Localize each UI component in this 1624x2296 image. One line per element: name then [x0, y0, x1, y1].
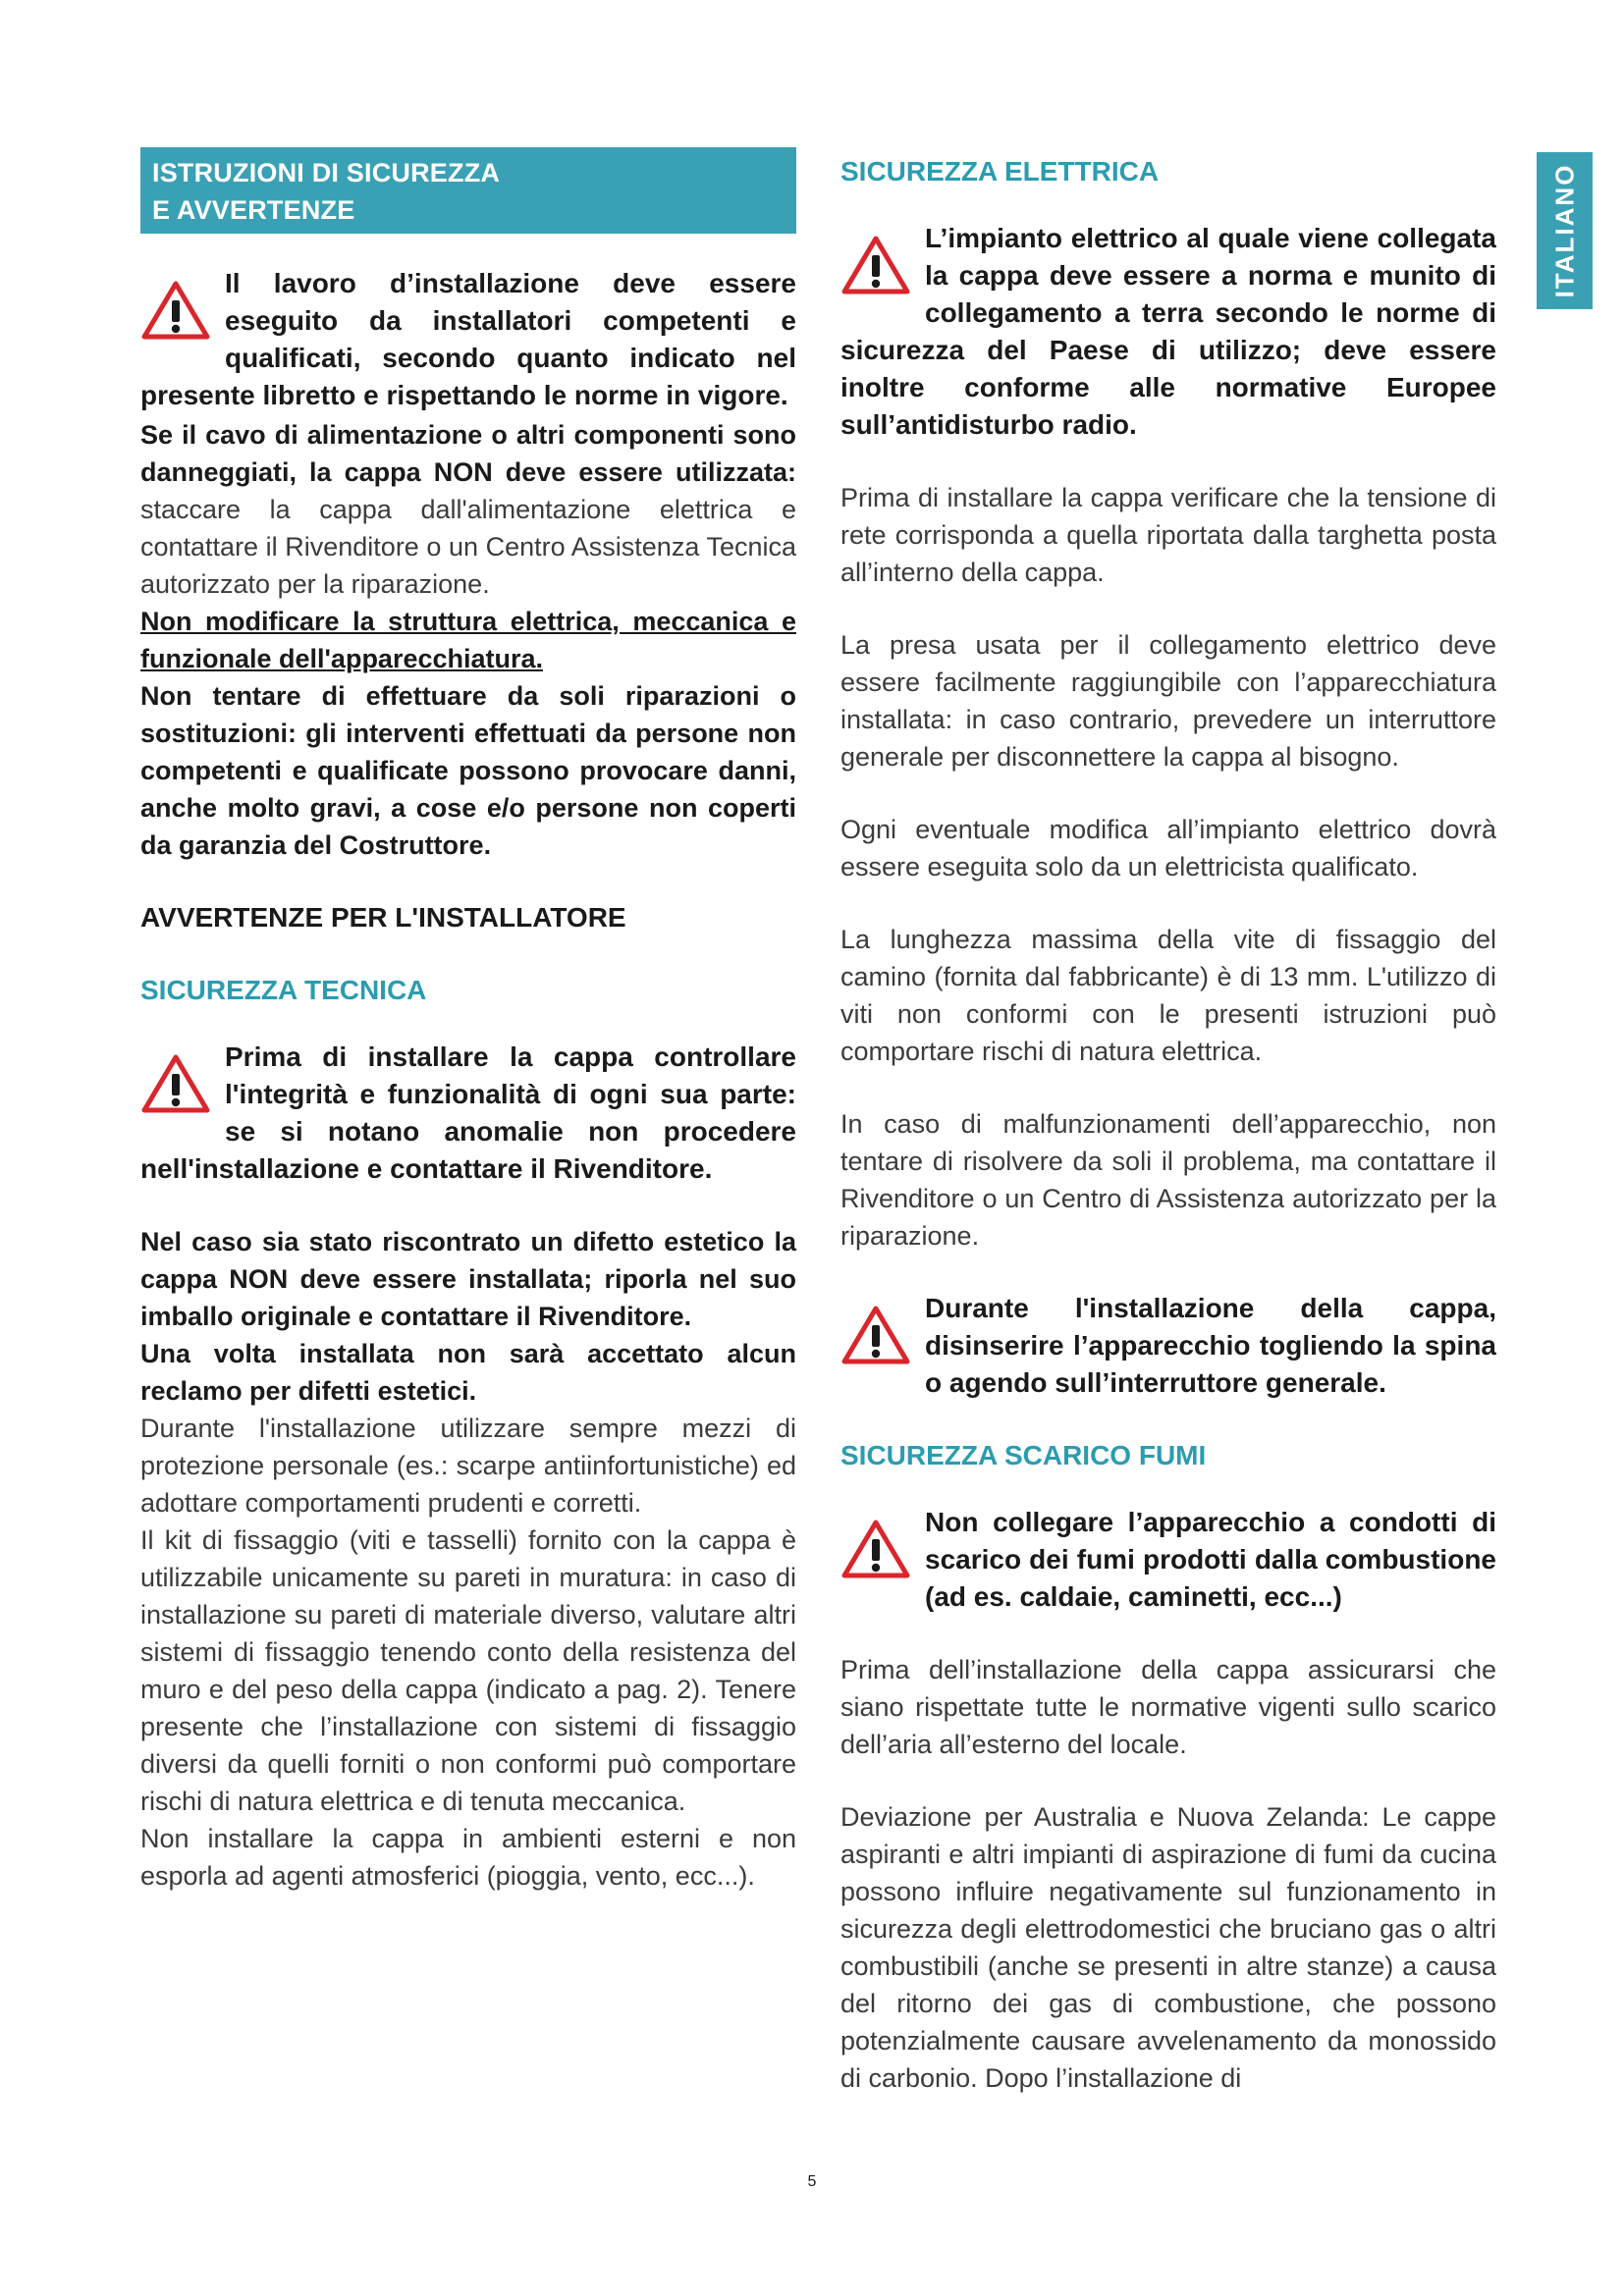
- socket-paragraph: La presa usata per il collegamento elettrico deve essere facilmente raggiungibile con l’apparecchiatura installata: in caso contrario, prevedere un interruttore generale per disconnettere la cappa al bisogno.: [840, 630, 1496, 772]
- warning-triangle-icon: [840, 1518, 911, 1580]
- aesthetic-defect-paragraph: Nel caso sia stato riscontrato un difetto estetico la cappa NON deve essere installata; riporla nel suo imballo originale e contattare il Rivenditore.: [140, 1227, 796, 1331]
- warning-installation: [140, 265, 796, 414]
- banner-line-1: ISTRUZIONI DI SICUREZZA: [152, 158, 501, 187]
- no-modify-paragraph: Non modificare la struttura elettrica, meccanica e funzionale dell'apparecchiatura.: [140, 607, 796, 673]
- warning-integrity: [140, 1039, 796, 1188]
- outdoor-paragraph: Non installare la cappa in ambienti esterni e non esporla ad agenti atmosferici (pioggia, vento, ecc...).: [140, 1824, 796, 1891]
- fumes-safety-heading: SICUREZZA SCARICO FUMI: [840, 1440, 1207, 1470]
- page-number: 5: [807, 2173, 817, 2190]
- language-tab-label: ITALIANO: [1549, 163, 1579, 298]
- installer-heading: AVVERTENZE PER L'INSTALLATORE: [140, 902, 626, 933]
- warning-disconnect-text: Durante l'installazione della cappa, disinserire l’apparecchio togliendo la spina o agendo sull’interruttore generale.: [925, 1293, 1496, 1398]
- right-column: [840, 147, 1496, 2097]
- no-repair-paragraph: Non tentare di effettuare da soli riparazioni o sostituzioni: gli interventi effettuati da persone non competenti e qualificate possono provocare danni, anche molto gravi, a cose e/o persone non coperti da garanzia del Costruttore.: [140, 681, 796, 860]
- damaged-cable-paragraph: [140, 416, 796, 603]
- damaged-cable-bold: Se il cavo di alimentazione o altri componenti sono danneggiati, la cappa NON deve essere utilizzata:: [140, 420, 796, 487]
- warning-integrity-text: Prima di installare la cappa controllare l'integrità e funzionalità di ogni sua parte: se si notano anomalie non procedere nell'installazione e contattare il Rivenditore.: [140, 1041, 796, 1184]
- warning-fumes-text: Non collegare l’apparecchio a condotti di scarico dei fumi prodotti dalla combustione (ad es. caldaie, caminetti, ecc...): [925, 1507, 1496, 1612]
- left-column: [140, 147, 796, 1895]
- warning-triangle-icon: [140, 1052, 211, 1115]
- warning-electrical: [840, 220, 1496, 444]
- warning-electrical-text: L’impianto elettrico al quale viene collegata la cappa deve essere a norma e munito di collegamento a terra secondo le norme di sicurezza del Paese di utilizzo; deve essere inoltre conforme alle normative Europee sull’antidisturbo radio.: [840, 223, 1496, 440]
- warning-triangle-icon: [840, 1304, 911, 1366]
- australia-paragraph: Deviazione per Australia e Nuova Zelanda: Le cappe aspiranti e altri impianti di aspirazione di fumi da cucina possono influire negativamente sul funzionamento in sicurezza degli elettrodomestici che bruciano gas o altri combustibili (anche se presenti in altre stanze) a causa del ritorno dei gas di combustione, che possono potenzialmente causare avvelenamento da monossido di carbonio. Dopo l’installazione di: [840, 1802, 1496, 2093]
- warning-installation-text: Il lavoro d’installazione deve essere eseguito da installatori competenti e qualificati, secondo quanto indicato nel presente libretto e rispettando le norme in vigore.: [140, 268, 796, 410]
- fixing-kit-paragraph: Il kit di fissaggio (viti e tasselli) fornito con la cappa è utilizzabile unicamente su pareti in muratura: in caso di installazione su pareti di materiale diverso, valutare altri sistemi di fissaggio tenendo conto della resistenza del muro e del peso della cappa (indicato a pag. 2). Tenere presente che l’installazione con sistemi di fissaggio diversi da quelli forniti o non conformi può comportare rischi di natura elettrica e di tenuta meccanica.: [140, 1525, 796, 1816]
- electrician-paragraph: Ogni eventuale modifica all’impianto elettrico dovrà essere eseguita solo da un elettricista qualificato.: [840, 815, 1496, 881]
- air-discharge-paragraph: Prima dell’installazione della cappa assicurarsi che siano rispettate tutte le normative vigenti sullo scarico dell’aria all’esterno del locale.: [840, 1655, 1496, 1759]
- warning-triangle-icon: [140, 279, 211, 342]
- voltage-paragraph: Prima di installare la cappa verificare che la tensione di rete corrisponda a quella riportata dalla targhetta posta all’interno della cappa.: [840, 483, 1496, 587]
- warning-triangle-icon: [840, 234, 911, 296]
- malfunction-paragraph: In caso di malfunzionamenti dell’apparecchio, non tentare di risolvere da soli il problema, ma contattare il Rivenditore o un Centro di Assistenza autorizzato per la riparazione.: [840, 1109, 1496, 1251]
- damaged-cable-light: staccare la cappa dall'alimentazione elettrica e contattare il Rivenditore o un Centro Assistenza Tecnica autorizzato per la riparazione.: [140, 495, 796, 599]
- section-banner: [140, 147, 796, 234]
- language-tab: [1537, 152, 1593, 309]
- warning-disconnect: [840, 1290, 1496, 1402]
- technical-safety-heading: SICUREZZA TECNICA: [140, 975, 427, 1005]
- protection-paragraph: Durante l'installazione utilizzare sempre mezzi di protezione personale (es.: scarpe antiinfortunistiche) ed adottare comportamenti prudenti e corretti.: [140, 1414, 796, 1518]
- banner-line-2: E AVVERTENZE: [152, 195, 355, 225]
- no-claims-paragraph: Una volta installata non sarà accettato alcun reclamo per difetti estetici.: [140, 1339, 796, 1406]
- warning-fumes: [840, 1504, 1496, 1616]
- electrical-safety-heading: SICUREZZA ELETTRICA: [840, 156, 1160, 187]
- screw-length-paragraph: La lunghezza massima della vite di fissaggio del camino (fornita dal fabbricante) è di 13 mm. L'utilizzo di viti non conformi con le presenti istruzioni può comportare rischi di natura elettrica.: [840, 925, 1496, 1066]
